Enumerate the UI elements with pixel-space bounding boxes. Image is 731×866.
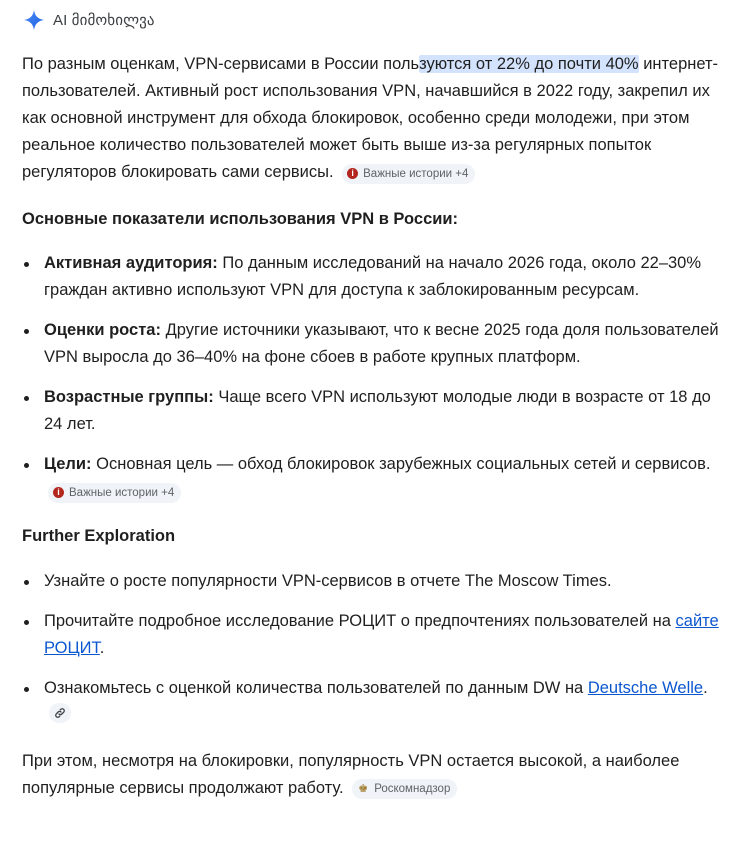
main-heading: Основные показатели использования VPN в России: [22,210,459,228]
list-item-text: Прочитайте подробное исследование РОЦИТ о предпочтениях пользователей на [44,612,676,630]
emblem-icon: ♚ [358,783,369,795]
deutsche-welle-link[interactable]: Deutsche Welle [587,679,704,697]
list-item-text: Узнайте о росте популярности VPN-сервисов в отчете The Moscow Times. [44,572,612,590]
intro-paragraph [22,51,722,186]
intro-text-cont: интернет-пользователей. Активный рост использования VPN, начавшийся в 2022 году, закрепил их как основной инструмент для обхода блокировок, особенно среди молодежи, при этом реальное количество пользователей может быть выше из-за регулярных попыток регуляторов блокировать сами сервисы. [22,55,719,181]
source-logo-icon: i [347,168,358,179]
link-icon [54,707,66,719]
rocit-link[interactable]: сайте РОЦИТ [44,612,719,657]
source-chip[interactable] [342,164,475,184]
source-chip[interactable] [48,483,181,503]
sparkle-icon [23,9,45,31]
list-item [22,675,722,729]
source-chip-label: Важные истории +4 [363,167,469,180]
list-item-label: Возрастные группы: [44,388,214,406]
list-item-label: Цели: [44,455,92,473]
list-item [22,250,722,304]
list-item-text: Ознакомьтесь с оценкой количества пользователей по данным DW на [44,679,588,697]
list-item-text: Основная цель — обход блокировок зарубежных социальных сетей и сервисов. [91,455,711,473]
list-item-text: Другие источники указывают, что к весне 2025 года доля пользователей VPN выросла до 36–40% на фоне сбоев в работе крупных платформ. [44,321,719,366]
list-item-label: Активная аудитория: [44,254,218,272]
source-chip-label: Роскомнадзор [374,783,451,795]
list-item-punct: . [703,679,708,697]
list-item-text: По данным исследований на начало 2026 года, около 22–30% граждан активно используют VPN для доступа к заблокированным ресурсам. [44,254,702,299]
link-chip[interactable] [49,703,71,723]
list-item [22,568,722,595]
list-item-punct: . [99,639,105,657]
outro-text: При этом, несмотря на блокировки, популярность VPN остается высокой, а наиболее популярные сервисы продолжают работу. [22,752,680,797]
further-list [22,568,722,729]
source-chip[interactable] [352,779,457,799]
highlighted-text: зуются от 22% до почти 40% [419,55,639,73]
list-item-text: Чаще всего VPN используют молодые люди в возрасте от 18 до 24 лет. [44,388,711,433]
source-chip-label: Важные истории +4 [69,486,175,499]
list-item [22,451,722,505]
ai-overview-header [23,6,722,34]
list-item [22,384,722,438]
list-item-label: Оценки роста: [44,321,161,339]
indicators-list [22,250,722,505]
further-heading: Further Exploration [22,527,176,545]
list-item [22,608,722,662]
ai-overview-title: AI მიმოხილვა [53,11,155,29]
outro-paragraph [22,748,722,802]
list-item [22,317,722,371]
intro-text: По разным оценкам, VPN-сервисами в России поль [22,55,420,73]
source-logo-icon: i [53,487,64,498]
ai-overview [22,6,722,802]
